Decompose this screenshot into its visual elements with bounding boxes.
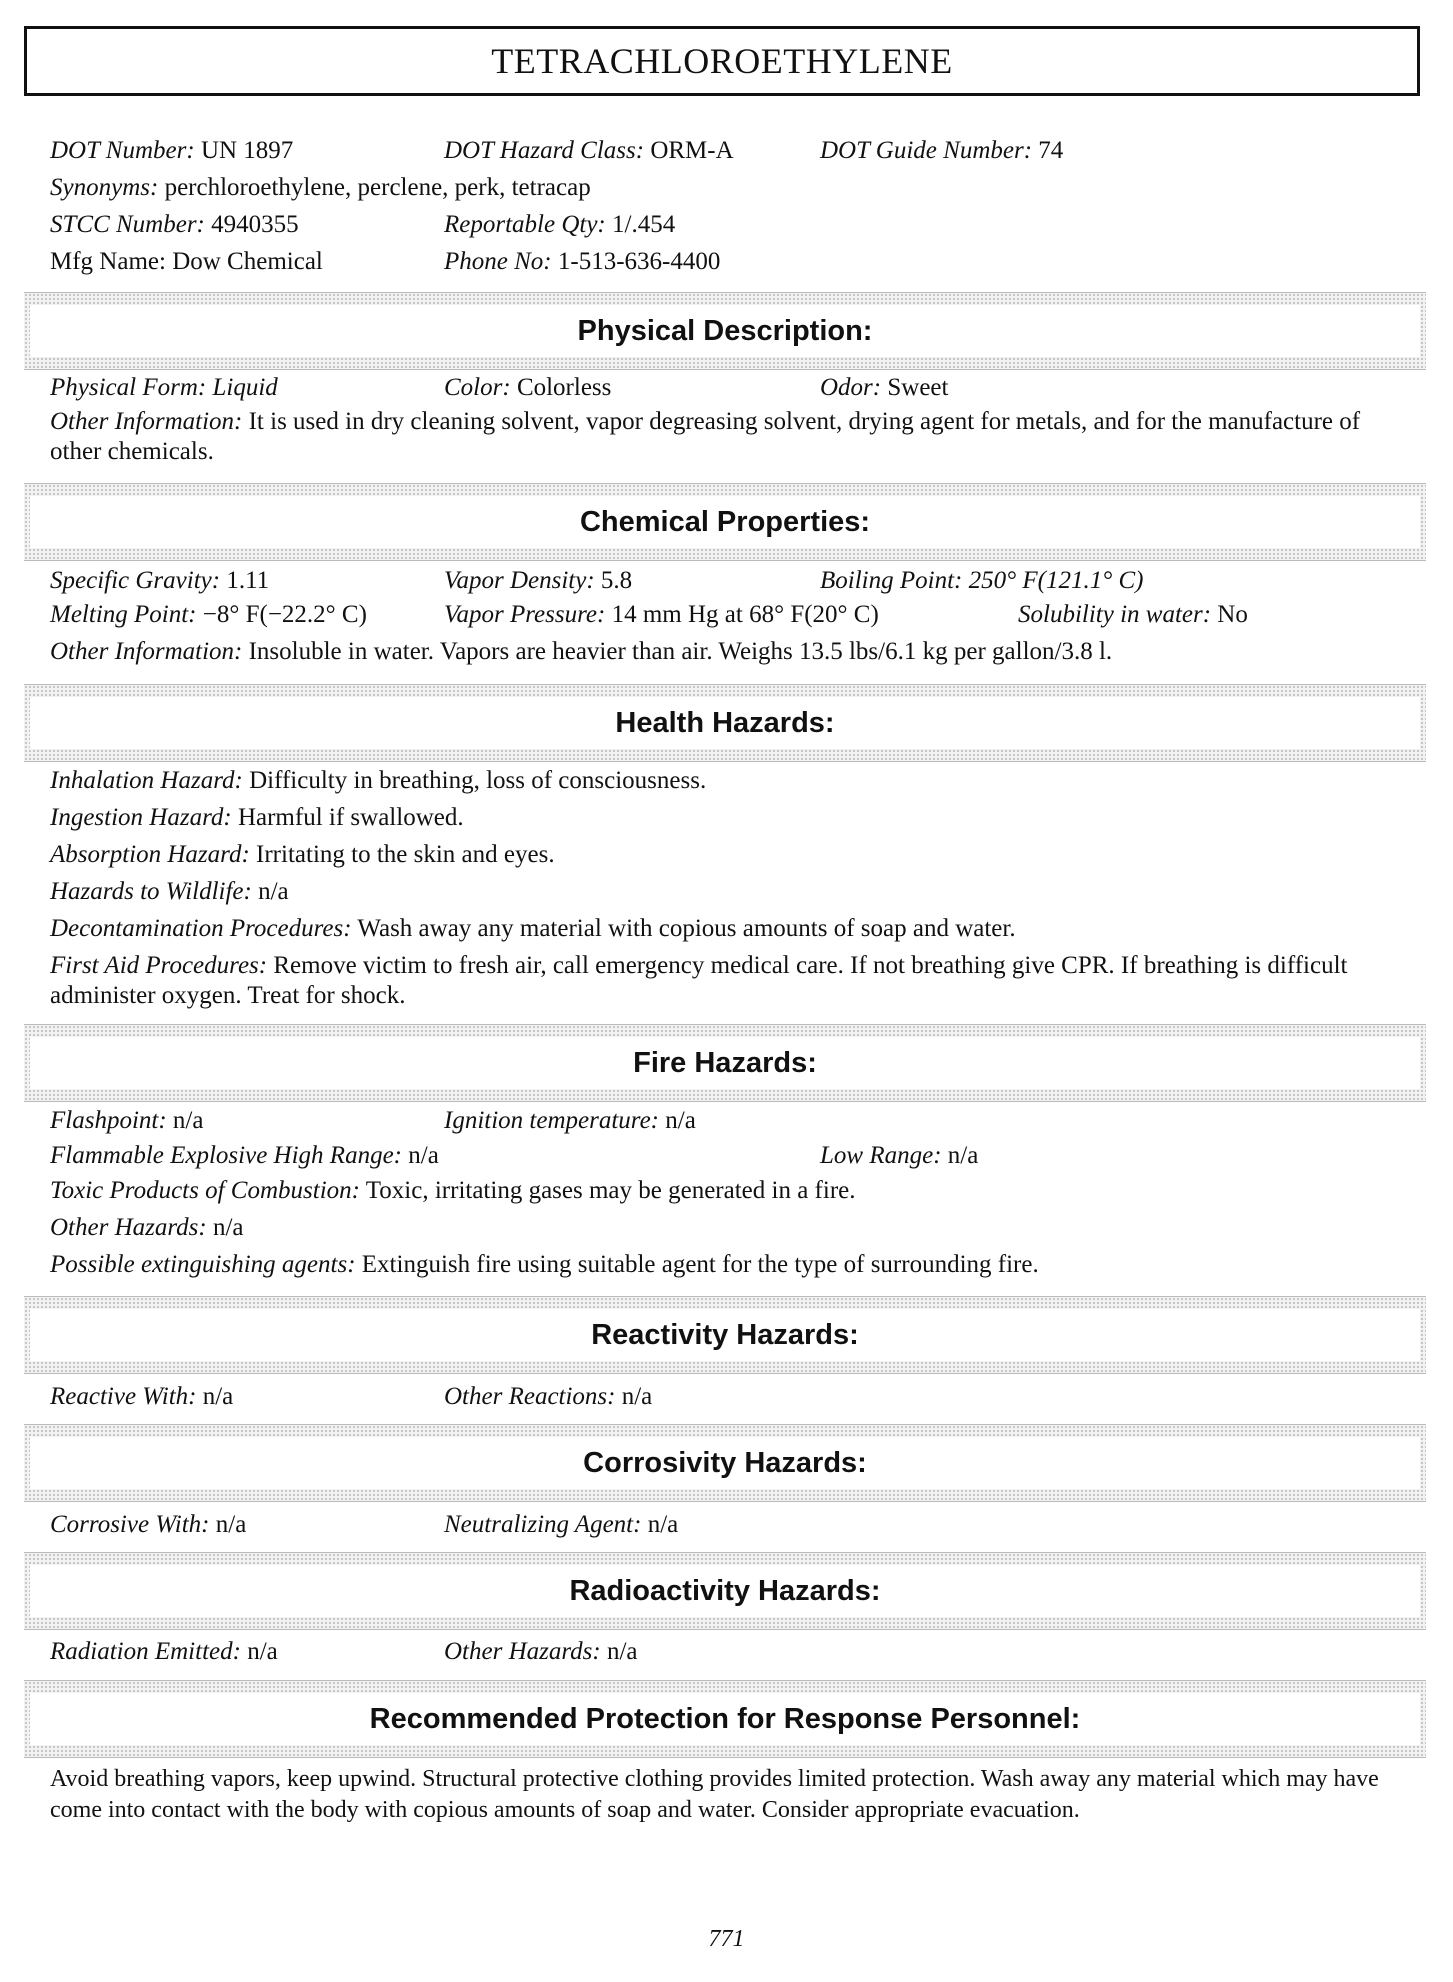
guide-number-label: DOT Guide Number: (820, 137, 1033, 164)
chemical-other-label: Other Information: (50, 638, 243, 665)
fire-heading-bar (24, 1024, 1426, 1102)
corrosivity-heading-bar (24, 1424, 1426, 1502)
hazard-class-label: DOT Hazard Class: (444, 137, 645, 164)
extinguishing-label: Possible extinguishing agents: (50, 1251, 356, 1278)
ignition-label: Ignition temperature: (444, 1107, 660, 1134)
fire-other-value: n/a (212, 1214, 244, 1241)
vapor-pressure-value: 14 mm Hg at 68° F(20° C) (611, 601, 879, 628)
phone-value: 1-513-636-4400 (557, 248, 721, 275)
toxic-products-value: Toxic, irritating gases may be generated in a fire. (365, 1177, 856, 1204)
corrosive-with-value: n/a (215, 1511, 247, 1538)
decontamination-value: Wash away any material with copious amounts of soap and water. (357, 915, 1016, 942)
document-title: TETRACHLOROETHYLENE (491, 41, 953, 81)
chemical-other-value: Insoluble in water. Vapors are heavier than air. Weighs 13.5 lbs/6.1 kg per gallon/3.8 l. (248, 638, 1113, 665)
radioactivity-heading: Radioactivity Hazards: (569, 1574, 881, 1607)
other-reactions-value: n/a (621, 1383, 653, 1410)
stcc-label: STCC Number: (50, 211, 205, 238)
chemical-other (50, 637, 1112, 667)
fire-other-row (50, 1213, 244, 1243)
absorption-value: Irritating to the skin and eyes. (256, 841, 555, 868)
absorption-row (50, 840, 555, 870)
extinguishing-value: Extinguish fire using suitable agent for the type of surrounding fire. (361, 1251, 1039, 1278)
fire-heading: Fire Hazards: (633, 1046, 817, 1079)
synonyms-label: Synonyms: (50, 174, 159, 201)
wildlife-value: n/a (258, 878, 289, 905)
radio-other-label: Other Hazards: (444, 1638, 601, 1665)
fire-other-label: Other Hazards: (50, 1214, 207, 1241)
reactive-with-value: n/a (202, 1383, 234, 1410)
low-range-value: n/a (947, 1142, 979, 1169)
physical-other-value: It is used in dry cleaning solvent, vapor degreasing solvent, drying agent for metals, and for the manufacture of other chemicals. (50, 408, 1361, 465)
chemical-heading: Chemical Properties: (579, 505, 871, 538)
first-aid-row (50, 951, 1410, 1011)
reactivity-heading-bar (24, 1296, 1426, 1374)
protection-heading-bar (24, 1680, 1426, 1758)
specific-gravity-label: Specific Gravity: (50, 567, 221, 594)
physical-other-label: Other Information: (50, 408, 243, 435)
physical-heading: Physical Description: (577, 314, 873, 347)
color-label: Color: (444, 374, 511, 401)
ingestion-value: Harmful if swallowed. (237, 804, 464, 831)
first-aid-label: First Aid Procedures: (50, 952, 268, 979)
mfg-value: Dow Chemical (172, 248, 323, 275)
vapor-density-label: Vapor Density: (444, 567, 595, 594)
first-aid-value: Remove victim to fresh air, call emergency medical care. If not breathing give CPR. If breathing is difficult administer oxygen. Treat for shock. (50, 952, 1348, 1009)
neutralizing-value: n/a (647, 1511, 679, 1538)
reactivity-heading: Reactivity Hazards: (591, 1318, 859, 1351)
inhalation-label: Inhalation Hazard: (50, 767, 243, 794)
flashpoint-label: Flashpoint: (50, 1107, 167, 1134)
wildlife-label: Hazards to Wildlife: (50, 878, 252, 905)
radio-other-value: n/a (606, 1638, 638, 1665)
odor-value: Sweet (887, 374, 949, 401)
vapor-pressure-label: Vapor Pressure: (444, 601, 606, 628)
melting-point-value: −8° F(−22.2° C) (202, 601, 367, 628)
high-range-value: n/a (408, 1142, 439, 1169)
inhalation-row (50, 766, 706, 796)
vapor-density-value: 5.8 (600, 567, 633, 594)
decontamination-row (50, 914, 1016, 944)
color-value: Colorless (516, 374, 612, 401)
dot-number-label: DOT Number: (50, 137, 195, 164)
page-number: 771 (708, 1926, 745, 1952)
radiation-value: n/a (247, 1638, 278, 1665)
radiation-label: Radiation Emitted: (50, 1638, 241, 1665)
phone-label: Phone No: (444, 248, 552, 275)
odor-label: Odor: (820, 374, 882, 401)
specific-gravity-value: 1.11 (226, 567, 270, 594)
solubility-label: Solubility in water: (1018, 601, 1212, 628)
melting-point-label: Melting Point: (50, 601, 197, 628)
dot-number-value: UN 1897 (200, 137, 294, 164)
mfg-label: Mfg Name: (50, 248, 166, 275)
high-range-label: Flammable Explosive High Range: (50, 1142, 402, 1169)
ignition-value: n/a (665, 1107, 696, 1134)
physical-heading-bar (24, 292, 1426, 370)
flashpoint-value: n/a (172, 1107, 204, 1134)
guide-number-value: 74 (1038, 137, 1064, 164)
protection-heading: Recommended Protection for Response Personnel: (369, 1702, 1081, 1735)
extinguishing-row (50, 1250, 1039, 1280)
toxic-products-label: Toxic Products of Combustion: (50, 1177, 360, 1204)
solubility-value: No (1217, 601, 1248, 628)
absorption-label: Absorption Hazard: (50, 841, 250, 868)
radioactivity-heading-bar (24, 1552, 1426, 1630)
ingestion-row (50, 803, 464, 833)
corrosive-with-label: Corrosive With: (50, 1511, 210, 1538)
hazard-class-value: ORM-A (650, 137, 734, 164)
corrosivity-heading: Corrosivity Hazards: (583, 1446, 867, 1479)
inhalation-value: Difficulty in breathing, loss of consciousness. (249, 767, 707, 794)
health-heading: Health Hazards: (615, 706, 835, 739)
stcc-value: 4940355 (211, 211, 299, 238)
id-row-2 (50, 173, 591, 203)
title-box (24, 26, 1420, 96)
wildlife-row (50, 877, 289, 907)
physical-other (50, 407, 1410, 467)
reportable-label: Reportable Qty: (444, 211, 606, 238)
neutralizing-label: Neutralizing Agent: (444, 1511, 642, 1538)
reactive-with-label: Reactive With: (50, 1383, 197, 1410)
decontamination-label: Decontamination Procedures: (50, 915, 352, 942)
synonyms-value: perchloroethylene, perclene, perk, tetracap (164, 174, 591, 201)
low-range-label: Low Range: (820, 1142, 942, 1169)
chemical-heading-bar (24, 483, 1426, 561)
reportable-value: 1/.454 (612, 211, 676, 238)
toxic-products-row (50, 1176, 856, 1206)
ingestion-label: Ingestion Hazard: (50, 804, 232, 831)
health-heading-bar (24, 684, 1426, 762)
physical-form: Physical Form: Liquid (50, 374, 278, 401)
protection-text: Avoid breathing vapors, keep upwind. Structural protective clothing provides limited protection. Wash away any material which may have come into contact with the body with copious amounts of soap and water. Consider appropriate evacuation. (50, 1766, 1379, 1823)
boiling-point: Boiling Point: 250° F(121.1° C) (820, 567, 1144, 594)
other-reactions-label: Other Reactions: (444, 1383, 616, 1410)
